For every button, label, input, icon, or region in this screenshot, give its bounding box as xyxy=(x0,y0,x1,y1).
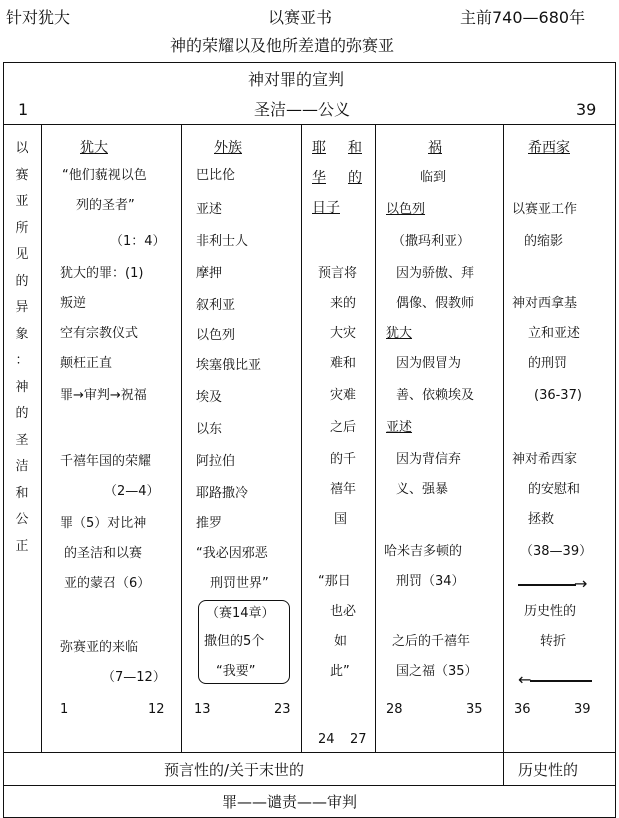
footer-theme: 罪——谴责——审判 xyxy=(222,793,358,811)
nations-line: 巴比伦 xyxy=(196,168,236,183)
day-start-chapter: 24 xyxy=(318,732,335,747)
column-title-hezekiah: 希西家 xyxy=(528,140,570,156)
judah-line: 叛逆 xyxy=(60,296,87,311)
judah-line: （2—4） xyxy=(104,484,160,499)
day-end-chapter: 27 xyxy=(350,732,367,747)
woes-line: 刑罚（34） xyxy=(396,574,465,589)
woes-start-chapter: 28 xyxy=(386,702,403,717)
woes-line: 哈米吉多顿的 xyxy=(384,544,463,559)
judah-line: （7—12） xyxy=(102,670,166,685)
woes-line: 善、依赖埃及 xyxy=(396,388,475,403)
hezekiah-line: 的安慰和 xyxy=(528,482,581,497)
nations-line: 以色列 xyxy=(196,328,236,343)
side-char: 的 xyxy=(15,406,29,421)
footer-prophetic: 预言性的/关于末世的 xyxy=(164,761,305,779)
day-line: 也必 xyxy=(330,604,357,619)
day-line: 禧年 xyxy=(330,482,357,497)
header-left: 针对犹大 xyxy=(6,8,71,27)
side-char: 正 xyxy=(15,538,29,554)
nations-line: 耶路撒冷 xyxy=(196,486,249,501)
day-line: 国 xyxy=(334,512,348,527)
hezekiah-line: 以赛亚工作 xyxy=(512,202,578,217)
day-line: 大灾 xyxy=(330,326,357,341)
header-subtitle: 神的荣耀以及他所差遣的弥赛亚 xyxy=(170,36,395,55)
woes-line: （撒玛利亚） xyxy=(392,234,471,249)
nations-line: 埃塞俄比亚 xyxy=(196,358,262,373)
judah-line: 弥赛亚的来临 xyxy=(60,640,139,655)
nations-line: 非利士人 xyxy=(196,234,249,249)
column-title-nations: 外族 xyxy=(214,140,242,156)
nations-line: 叙利亚 xyxy=(196,298,236,313)
day-title-line: 的 xyxy=(348,170,362,186)
judah-line: 的圣洁和以赛 xyxy=(64,546,143,561)
hezekiah-line: （38—39） xyxy=(520,544,593,559)
hezekiah-line: 历史性的 xyxy=(524,604,577,619)
nations-line: “我必因邪恶 xyxy=(196,546,268,561)
day-title-line: 和 xyxy=(348,140,362,156)
woes-line: 因为假冒为 xyxy=(396,356,462,371)
header-right: 主前740—680年 xyxy=(460,8,586,27)
col-separator xyxy=(301,124,302,752)
hezekiah-line: 拯救 xyxy=(528,512,555,527)
nations-line: 阿拉伯 xyxy=(196,454,236,469)
judah-line: 罪（5）对比神 xyxy=(60,516,147,531)
judah-line: （1：4） xyxy=(110,234,166,249)
side-char: 象 xyxy=(15,326,29,342)
left-arrow-icon: ← xyxy=(518,670,532,689)
hezekiah-line: 转折 xyxy=(540,634,567,649)
hezekiah-line: 神对西拿基 xyxy=(512,296,578,311)
left-arrow-shaft xyxy=(530,680,592,682)
judah-end-chapter: 12 xyxy=(148,702,165,717)
hezekiah-line: (36-37) xyxy=(534,388,582,403)
woes-line: 偶像、假教师 xyxy=(396,296,475,311)
side-char: 的 xyxy=(15,273,29,289)
side-char: 和 xyxy=(15,485,29,501)
judah-line: 空有宗教仪式 xyxy=(60,326,139,341)
side-char: 所 xyxy=(15,220,29,236)
nations-line: 埃及 xyxy=(196,390,223,405)
hezekiah-line: 的刑罚 xyxy=(528,356,568,371)
nations-line: 以东 xyxy=(196,422,223,437)
col-separator xyxy=(503,124,504,785)
side-char: 圣 xyxy=(15,432,29,448)
hezekiah-line: 神对希西家 xyxy=(512,452,578,467)
day-line: 难和 xyxy=(330,356,357,371)
column-title-judah: 犹大 xyxy=(80,140,108,156)
judah-line: 亚的蒙召（6） xyxy=(64,576,151,591)
side-char: ： xyxy=(15,353,29,368)
nations-line: （赛14章） xyxy=(206,606,275,621)
judah-line: “他们藐视以色 xyxy=(62,168,147,183)
top-box-divider xyxy=(3,124,616,125)
side-char: 赛 xyxy=(15,167,29,183)
col-separator xyxy=(41,124,42,752)
judah-line: 列的圣者” xyxy=(76,198,135,213)
day-line: “那日 xyxy=(318,574,351,589)
judah-line: 罪→审判→祝福 xyxy=(60,388,147,403)
col-separator xyxy=(181,124,182,752)
woes-line: 亚述 xyxy=(386,420,413,435)
day-line: 如 xyxy=(334,634,348,649)
columns-bottom-divider xyxy=(3,752,616,753)
day-line: 此” xyxy=(330,664,350,679)
side-column-text xyxy=(13,136,31,560)
day-title-line: 耶 xyxy=(312,140,326,156)
footer-divider xyxy=(3,785,616,786)
side-char: 异 xyxy=(15,300,29,315)
nations-line: 推罗 xyxy=(196,516,223,531)
right-arrow-shaft xyxy=(518,584,576,586)
woes-line: 之后的千禧年 xyxy=(392,634,471,649)
right-arrow-icon: → xyxy=(574,574,588,593)
woes-line: 犹大 xyxy=(386,326,413,341)
hezekiah-end-chapter: 39 xyxy=(574,702,591,717)
hezekiah-start-chapter: 36 xyxy=(514,702,531,717)
nations-line: “我要” xyxy=(216,664,256,679)
day-line: 预言将 xyxy=(318,266,358,281)
top-box-right-number: 39 xyxy=(576,100,597,119)
day-line: 之后 xyxy=(330,420,357,435)
day-title-line: 日子 xyxy=(312,200,340,216)
day-line: 的千 xyxy=(330,452,357,467)
nations-end-chapter: 23 xyxy=(274,702,291,717)
nations-line: 撒但的5个 xyxy=(204,634,265,649)
top-box-title: 神对罪的宣判 xyxy=(248,70,345,89)
footer-historical: 历史性的 xyxy=(518,761,579,779)
day-line: 来的 xyxy=(330,296,357,311)
column-title-woes: 祸 xyxy=(428,140,442,156)
side-char: 洁 xyxy=(15,459,29,474)
day-line: 灾难 xyxy=(330,388,357,403)
hezekiah-line: 立和亚述 xyxy=(528,326,581,341)
woes-end-chapter: 35 xyxy=(466,702,483,717)
top-box-left-number: 1 xyxy=(18,100,29,119)
nations-line: 摩押 xyxy=(196,266,223,281)
woes-line: 临到 xyxy=(420,170,447,185)
hezekiah-line: 的缩影 xyxy=(524,234,564,249)
side-char: 公 xyxy=(15,512,29,527)
judah-line: 犹大的罪：(1) xyxy=(60,266,144,281)
judah-line: 颠枉正直 xyxy=(60,356,113,371)
top-box-center: 圣洁——公义 xyxy=(254,100,351,119)
side-char: 亚 xyxy=(15,194,29,209)
day-title-line: 华 xyxy=(312,170,326,186)
side-char: 以 xyxy=(15,141,29,156)
header-center: 以赛亚书 xyxy=(268,8,333,27)
nations-line: 亚述 xyxy=(196,202,223,217)
side-char: 神 xyxy=(15,379,29,395)
nations-start-chapter: 13 xyxy=(194,702,211,717)
woes-line: 因为骄傲、拜 xyxy=(396,266,475,281)
woes-line: 因为背信弃 xyxy=(396,452,462,467)
woes-line: 以色列 xyxy=(386,202,426,217)
woes-line: 国之福（35） xyxy=(396,664,478,679)
nations-line: 刑罚世界” xyxy=(210,576,269,591)
judah-line: 千禧年国的荣耀 xyxy=(60,454,152,469)
col-separator xyxy=(375,124,376,752)
side-char: 见 xyxy=(15,247,29,262)
judah-start-chapter: 1 xyxy=(60,702,69,717)
woes-line: 义、强暴 xyxy=(396,482,449,497)
